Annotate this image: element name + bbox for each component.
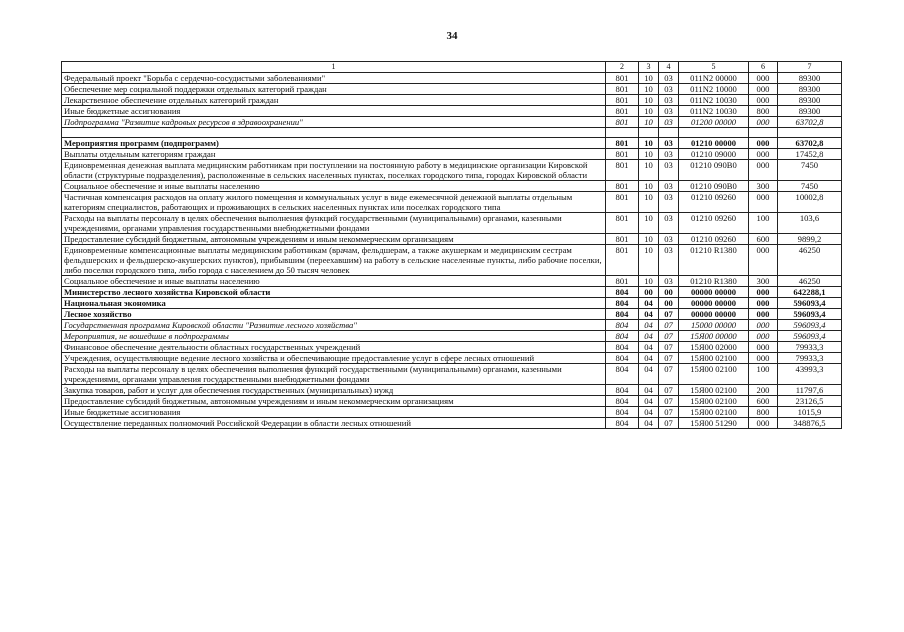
row-section: 10 xyxy=(639,117,659,128)
row-expense-type: 000 xyxy=(749,149,778,160)
table-row xyxy=(62,287,842,298)
row-target-item: 15Я00 00000 xyxy=(679,331,749,342)
row-target-item: 01210 09260 xyxy=(679,234,749,245)
row-section: 04 xyxy=(639,342,659,353)
table-body xyxy=(62,73,842,429)
row-expense-type: 100 xyxy=(749,213,778,234)
row-name: Мероприятия программ (подпрограмм) xyxy=(62,138,606,149)
row-subsection: 07 xyxy=(659,320,679,331)
row-amount: 63702,8 xyxy=(778,138,842,149)
table-row xyxy=(62,364,842,385)
header-expense-type: 6 xyxy=(749,62,778,73)
row-subsection: 00 xyxy=(659,298,679,309)
row-ministry-code: 801 xyxy=(606,213,639,234)
row-target-item: 01210 09000 xyxy=(679,149,749,160)
table-row xyxy=(62,117,842,128)
row-target-item: 011N2 10030 xyxy=(679,95,749,106)
row-target-item: 01210 090В0 xyxy=(679,160,749,181)
row-name: Частичная компенсация расходов на оплату жилого помещения и коммунальных услуг в виде ежемесячной денежной выплаты отдельным категориям специалистов, работающих и проживающих в сельских населенных пунктах или поселках городского типа xyxy=(62,192,606,213)
row-ministry-code: 804 xyxy=(606,364,639,385)
row-target-item: 15Я00 02100 xyxy=(679,407,749,418)
row-target-item: 011N2 10030 xyxy=(679,106,749,117)
row-amount: 46250 xyxy=(778,276,842,287)
row-name: Социальное обеспечение и иные выплаты населению xyxy=(62,181,606,192)
row-ministry-code: 804 xyxy=(606,385,639,396)
table-row xyxy=(62,418,842,429)
row-subsection: 03 xyxy=(659,138,679,149)
row-expense-type: 000 xyxy=(749,117,778,128)
row-ministry-code: 804 xyxy=(606,309,639,320)
row-name: Предоставление субсидий бюджетным, автономным учреждениям и иным некоммерческим организациям xyxy=(62,396,606,407)
row-section: 04 xyxy=(639,364,659,385)
row-section: 10 xyxy=(639,213,659,234)
row-expense-type: 000 xyxy=(749,353,778,364)
row-name: Единовременная денежная выплата медицинским работникам при поступлении на постоянную работу в медицинские организации Кировской области (структурные подразделения), расположенные в сельских населенных пунктах, поселках городского типа, городах Кировской области xyxy=(62,160,606,181)
row-name: Учреждения, осуществляющие ведение лесного хозяйства и обеспечивающие предоставление услуг в сфере лесных отношений xyxy=(62,353,606,364)
row-subsection: 00 xyxy=(659,287,679,298)
row-ministry-code: 804 xyxy=(606,287,639,298)
row-name: Национальная экономика xyxy=(62,298,606,309)
row-expense-type: 300 xyxy=(749,181,778,192)
row-name: Мероприятия, не вошедшие в подпрограммы xyxy=(62,331,606,342)
table-row xyxy=(62,84,842,95)
row-target-item: 01210 R1380 xyxy=(679,245,749,276)
row-ministry-code: 801 xyxy=(606,192,639,213)
table-row xyxy=(62,181,842,192)
row-name: Иные бюджетные ассигнования xyxy=(62,106,606,117)
row-ministry-code: 804 xyxy=(606,298,639,309)
table-row xyxy=(62,245,842,276)
row-name: Подпрограмма "Развитие кадровых ресурсов в здравоохранении" xyxy=(62,117,606,128)
table-row xyxy=(62,128,842,138)
row-target-item: 15Я00 02100 xyxy=(679,353,749,364)
row-name xyxy=(62,128,606,138)
row-target-item: 01210 090В0 xyxy=(679,181,749,192)
row-ministry-code: 801 xyxy=(606,149,639,160)
row-target-item xyxy=(679,128,749,138)
row-target-item: 15Я00 51290 xyxy=(679,418,749,429)
row-amount: 43993,3 xyxy=(778,364,842,385)
row-target-item: 01200 00000 xyxy=(679,117,749,128)
row-subsection: 03 xyxy=(659,95,679,106)
table-row xyxy=(62,95,842,106)
row-section: 10 xyxy=(639,276,659,287)
row-amount: 23126,5 xyxy=(778,396,842,407)
table-row xyxy=(62,73,842,84)
row-subsection: 03 xyxy=(659,160,679,181)
row-amount: 11797,6 xyxy=(778,385,842,396)
row-section: 10 xyxy=(639,73,659,84)
row-expense-type: 000 xyxy=(749,84,778,95)
row-ministry-code: 801 xyxy=(606,84,639,95)
row-name: Расходы на выплаты персоналу в целях обеспечения выполнения функций государственными (муниципальными) органами, казенными учреждениями, органами управления государственными внебюджетными фондами xyxy=(62,364,606,385)
row-ministry-code: 804 xyxy=(606,342,639,353)
row-section: 04 xyxy=(639,331,659,342)
row-amount xyxy=(778,128,842,138)
budget-table xyxy=(61,61,842,429)
row-target-item: 15Я00 02100 xyxy=(679,396,749,407)
row-section: 10 xyxy=(639,245,659,276)
row-ministry-code: 804 xyxy=(606,418,639,429)
row-amount: 17452,8 xyxy=(778,149,842,160)
row-name: Лесное хозяйство xyxy=(62,309,606,320)
row-subsection: 03 xyxy=(659,192,679,213)
row-section: 04 xyxy=(639,353,659,364)
row-amount: 79933,3 xyxy=(778,342,842,353)
row-target-item: 15000 00000 xyxy=(679,320,749,331)
row-name: Обеспечение мер социальной поддержки отдельных категорий граждан xyxy=(62,84,606,95)
row-amount: 7450 xyxy=(778,181,842,192)
row-amount: 1015,9 xyxy=(778,407,842,418)
row-ministry-code: 801 xyxy=(606,234,639,245)
row-expense-type: 800 xyxy=(749,407,778,418)
row-subsection: 07 xyxy=(659,407,679,418)
row-ministry-code: 801 xyxy=(606,95,639,106)
row-subsection: 07 xyxy=(659,342,679,353)
row-expense-type: 300 xyxy=(749,276,778,287)
row-name: Социальное обеспечение и иные выплаты населению xyxy=(62,276,606,287)
row-section: 04 xyxy=(639,385,659,396)
row-expense-type: 600 xyxy=(749,234,778,245)
row-amount: 642288,1 xyxy=(778,287,842,298)
row-subsection: 03 xyxy=(659,73,679,84)
row-subsection xyxy=(659,128,679,138)
row-expense-type: 100 xyxy=(749,364,778,385)
row-target-item: 00000 00000 xyxy=(679,298,749,309)
table-row xyxy=(62,276,842,287)
table-row xyxy=(62,331,842,342)
table-row xyxy=(62,234,842,245)
row-subsection: 03 xyxy=(659,106,679,117)
row-section: 10 xyxy=(639,95,659,106)
header-ministry-code: 2 xyxy=(606,62,639,73)
row-name: Выплаты отдельным категориям граждан xyxy=(62,149,606,160)
row-expense-type xyxy=(749,128,778,138)
row-amount: 89300 xyxy=(778,73,842,84)
row-subsection: 03 xyxy=(659,149,679,160)
row-ministry-code: 801 xyxy=(606,181,639,192)
row-amount: 348876,5 xyxy=(778,418,842,429)
row-name: Расходы на выплаты персоналу в целях обеспечения выполнения функций государственными (муниципальными) органами, казенными учреждениями, органами управления государственными внебюджетными фондами xyxy=(62,213,606,234)
row-target-item: 01210 09260 xyxy=(679,213,749,234)
row-section: 04 xyxy=(639,418,659,429)
row-target-item: 01210 09260 xyxy=(679,192,749,213)
row-amount: 7450 xyxy=(778,160,842,181)
row-target-item: 00000 00000 xyxy=(679,287,749,298)
row-subsection: 07 xyxy=(659,331,679,342)
row-expense-type: 000 xyxy=(749,138,778,149)
row-section: 10 xyxy=(639,149,659,160)
row-expense-type: 000 xyxy=(749,331,778,342)
row-expense-type: 000 xyxy=(749,298,778,309)
row-subsection: 07 xyxy=(659,309,679,320)
row-section: 10 xyxy=(639,84,659,95)
row-name: Государственная программа Кировской области "Развитие лесного хозяйства" xyxy=(62,320,606,331)
table-row xyxy=(62,396,842,407)
row-subsection: 03 xyxy=(659,117,679,128)
row-subsection: 03 xyxy=(659,84,679,95)
row-expense-type: 800 xyxy=(749,106,778,117)
header-name: 1 xyxy=(62,62,606,73)
row-subsection: 03 xyxy=(659,245,679,276)
row-expense-type: 000 xyxy=(749,320,778,331)
row-name: Министерство лесного хозяйства Кировской области xyxy=(62,287,606,298)
table-row xyxy=(62,192,842,213)
header-target-item: 5 xyxy=(679,62,749,73)
table-row xyxy=(62,320,842,331)
row-section: 10 xyxy=(639,160,659,181)
row-subsection: 07 xyxy=(659,418,679,429)
row-section: 04 xyxy=(639,407,659,418)
row-section: 04 xyxy=(639,396,659,407)
row-target-item: 15Я00 02100 xyxy=(679,364,749,385)
row-ministry-code: 801 xyxy=(606,138,639,149)
row-amount: 596093,4 xyxy=(778,331,842,342)
row-ministry-code: 804 xyxy=(606,331,639,342)
row-amount: 103,6 xyxy=(778,213,842,234)
row-expense-type: 000 xyxy=(749,309,778,320)
table-row xyxy=(62,149,842,160)
row-expense-type: 000 xyxy=(749,192,778,213)
row-section: 10 xyxy=(639,234,659,245)
row-target-item: 011N2 00000 xyxy=(679,73,749,84)
table-row xyxy=(62,342,842,353)
row-name: Осуществление переданных полномочий Российской Федерации в области лесных отношений xyxy=(62,418,606,429)
row-amount: 89300 xyxy=(778,84,842,95)
row-section: 04 xyxy=(639,298,659,309)
row-expense-type: 000 xyxy=(749,342,778,353)
row-target-item: 15Я00 02000 xyxy=(679,342,749,353)
row-section: 00 xyxy=(639,287,659,298)
table-row xyxy=(62,309,842,320)
row-name: Лекарственное обеспечение отдельных категорий граждан xyxy=(62,95,606,106)
table-row xyxy=(62,407,842,418)
row-section: 10 xyxy=(639,192,659,213)
row-ministry-code: 801 xyxy=(606,160,639,181)
row-expense-type: 000 xyxy=(749,287,778,298)
table-row xyxy=(62,106,842,117)
row-section: 10 xyxy=(639,181,659,192)
row-expense-type: 200 xyxy=(749,385,778,396)
row-expense-type: 600 xyxy=(749,396,778,407)
row-section: 04 xyxy=(639,309,659,320)
row-section: 10 xyxy=(639,106,659,117)
header-amount: 7 xyxy=(778,62,842,73)
row-target-item: 01210 R1380 xyxy=(679,276,749,287)
table-row xyxy=(62,353,842,364)
row-target-item: 01210 00000 xyxy=(679,138,749,149)
row-amount: 79933,3 xyxy=(778,353,842,364)
row-amount: 89300 xyxy=(778,106,842,117)
row-name: Финансовое обеспечение деятельности областных государственных учреждений xyxy=(62,342,606,353)
row-expense-type: 000 xyxy=(749,95,778,106)
table-row xyxy=(62,138,842,149)
row-name: Предоставление субсидий бюджетным, автономным учреждениям и иным некоммерческим организациям xyxy=(62,234,606,245)
row-expense-type: 000 xyxy=(749,418,778,429)
table-row xyxy=(62,160,842,181)
row-subsection: 03 xyxy=(659,181,679,192)
row-amount: 10002,8 xyxy=(778,192,842,213)
row-subsection: 03 xyxy=(659,276,679,287)
row-section: 10 xyxy=(639,138,659,149)
row-expense-type: 000 xyxy=(749,160,778,181)
row-name: Иные бюджетные ассигнования xyxy=(62,407,606,418)
row-subsection: 03 xyxy=(659,213,679,234)
row-expense-type: 000 xyxy=(749,245,778,276)
row-section xyxy=(639,128,659,138)
row-ministry-code: 801 xyxy=(606,106,639,117)
header-row xyxy=(62,62,842,73)
row-name: Единовременные компенсационные выплаты медицинским работникам (врачам, фельдшерам, а также акушеркам и медицинским сестрам фельдшерских и фельдшерско-акушерских пунктов), прибывшим (переехавшим) на работу в сельские населенные пункты, либо рабочие поселки, либо поселки городского типа, либо города с населением до 50 тысяч человек xyxy=(62,245,606,276)
row-amount: 596093,4 xyxy=(778,298,842,309)
row-amount: 596093,4 xyxy=(778,309,842,320)
row-ministry-code: 801 xyxy=(606,245,639,276)
row-amount: 89300 xyxy=(778,95,842,106)
row-target-item: 011N2 10000 xyxy=(679,84,749,95)
table-row xyxy=(62,385,842,396)
row-amount: 596093,4 xyxy=(778,320,842,331)
row-ministry-code: 804 xyxy=(606,396,639,407)
header-subsection: 4 xyxy=(659,62,679,73)
row-name: Закупка товаров, работ и услуг для обеспечения государственных (муниципальных) нужд xyxy=(62,385,606,396)
row-ministry-code: 804 xyxy=(606,320,639,331)
row-subsection: 07 xyxy=(659,353,679,364)
row-section: 04 xyxy=(639,320,659,331)
row-ministry-code: 801 xyxy=(606,73,639,84)
row-subsection: 07 xyxy=(659,396,679,407)
row-subsection: 03 xyxy=(659,234,679,245)
row-amount: 9899,2 xyxy=(778,234,842,245)
table-row xyxy=(62,213,842,234)
row-name: Федеральный проект "Борьба с сердечно-сосудистыми заболеваниями" xyxy=(62,73,606,84)
row-subsection: 07 xyxy=(659,385,679,396)
row-ministry-code: 801 xyxy=(606,276,639,287)
row-subsection: 07 xyxy=(659,364,679,385)
row-target-item: 00000 00000 xyxy=(679,309,749,320)
row-ministry-code xyxy=(606,128,639,138)
row-amount: 63702,8 xyxy=(778,117,842,128)
page-number: 34 xyxy=(446,30,458,42)
row-ministry-code: 801 xyxy=(606,117,639,128)
row-amount: 46250 xyxy=(778,245,842,276)
row-ministry-code: 804 xyxy=(606,407,639,418)
row-target-item: 15Я00 02100 xyxy=(679,385,749,396)
header-section: 3 xyxy=(639,62,659,73)
row-expense-type: 000 xyxy=(749,73,778,84)
table-row xyxy=(62,298,842,309)
row-ministry-code: 804 xyxy=(606,353,639,364)
